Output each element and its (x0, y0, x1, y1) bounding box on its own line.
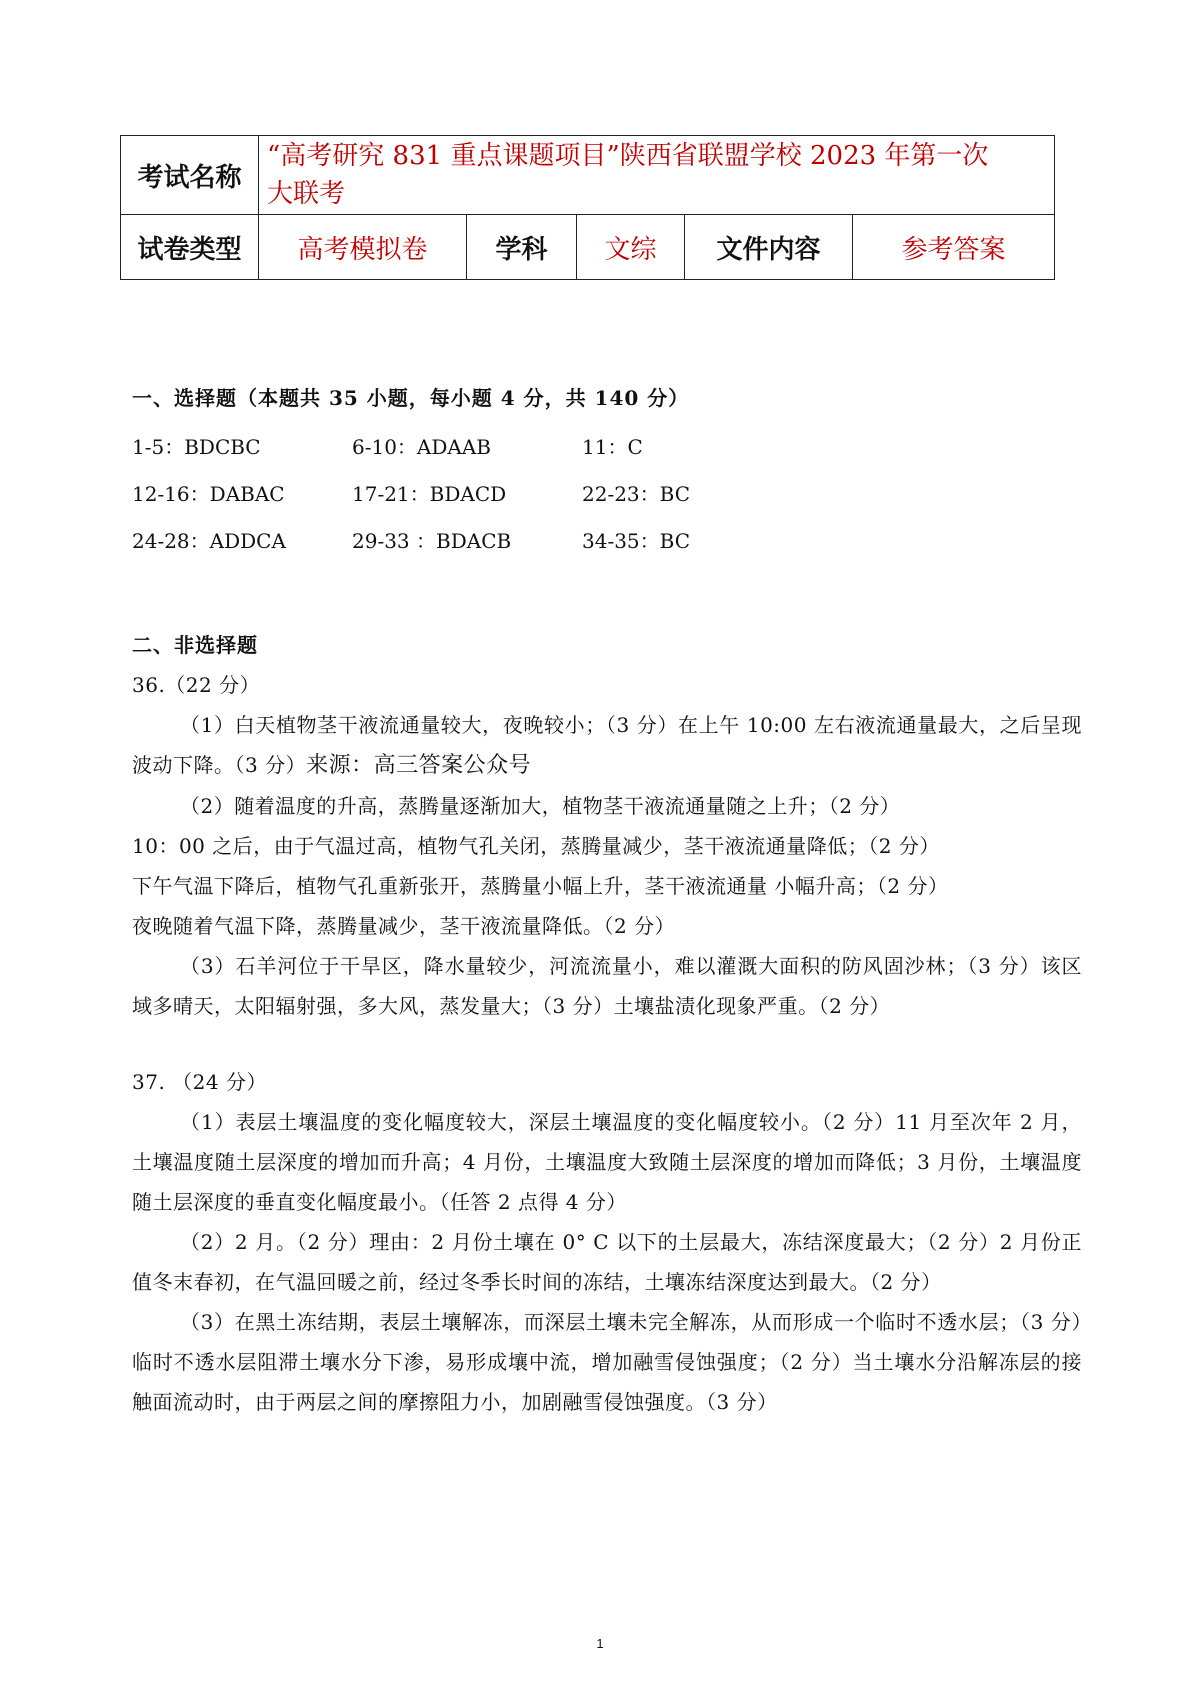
q37-head: 37. （24 分） (132, 1070, 267, 1094)
content-value: 参考答案 (853, 215, 1055, 280)
subject-value: 文综 (577, 215, 685, 280)
q36-part3: （3）石羊河位于干旱区，降水量较少，河流流量小，难以灌溉大面积的防风固沙林；（3 分）该区域多晴天，太阳辐射强，多大风，蒸发量大；（3 分）土壤盐渍化现象严重。（2 分） (132, 954, 1082, 1018)
paper-type-value: 高考模拟卷 (259, 215, 467, 280)
exam-name-value: “高考研究 831 重点课题项目”陕西省联盟学校 2023 年第一次 大联考 (259, 136, 1055, 215)
q36-part2: （2）随着温度的升高，蒸腾量逐渐加大，植物茎干液流通量随之上升；（2 分） (180, 794, 901, 818)
content-label: 文件内容 (685, 215, 853, 280)
section1-title: 一、选择题（本题共 35 小题，每小题 4 分，共 140 分） (132, 386, 690, 410)
q36-head: 36.（22 分） (132, 673, 261, 697)
q36-part1: （1）白天植物茎干液流通量较大，夜晚较小；（3 分）在上午 10:00 左右液流通量最大，之后呈现波动下降。（3 分）来源：高三答案公众号 (132, 713, 1082, 778)
answer-row: 12-16：DABAC 17-21：BDACD 22-23：BC (132, 482, 691, 506)
subject-label: 学科 (467, 215, 577, 280)
q37-part1: （1）表层土壤温度的变化幅度较大，深层土壤温度的变化幅度较小。（2 分）11 月至次年 2 月，土壤温度随土层深度的增加而升高；4 月份，土壤温度大致随土层深度的增加而降低；3 月份，土壤温度随土层深度的垂直变化幅度最小。（任答 2 点得 4 分） (132, 1110, 1082, 1214)
answer-row: 1-5：BDCBC 6-10：ADAAB 11：C (132, 435, 643, 459)
section2-title: 二、非选择题 (132, 633, 258, 657)
q36-part2-line: 10：00 之后，由于气温过高，植物气孔关闭，蒸腾量减少，茎干液流通量降低；（2 分） (132, 834, 940, 858)
answer-row: 24-28：ADDCA 29-33 ：BDACB 34-35：BC (132, 529, 691, 553)
q36-part2-line: 夜晚随着气温下降，蒸腾量减少，茎干液流量降低。（2 分） (132, 914, 676, 938)
exam-info-table (120, 135, 1055, 280)
q37-part3: （3）在黑土冻结期，表层土壤解冻，而深层土壤未完全解冻，从而形成一个临时不透水层；（3 分）临时不透水层阻滞土壤水分下渗，易形成壤中流，增加融雪侵蚀强度；（2 分）当土壤水分沿解冻层的接触面流动时，由于两层之间的摩擦阻力小，加剧融雪侵蚀强度。（3 分） (132, 1310, 1082, 1414)
page-number: 1 (596, 1636, 604, 1651)
paper-type-label: 试卷类型 (121, 215, 259, 280)
q37-part2: （2）2 月。（2 分）理由：2 月份土壤在 0° C 以下的土层最大，冻结深度最大；（2 分）2 月份正值冬末春初，在气温回暖之前，经过冬季长时间的冻结，土壤冻结深度达到最大。（2 分） (132, 1230, 1082, 1294)
answer-body (132, 372, 1082, 1422)
exam-name-label: 考试名称 (121, 136, 259, 215)
q36-part2-line: 下午气温下降后，植物气孔重新张开，蒸腾量小幅上升，茎干液流通量 小幅升高；（2 分） (132, 874, 949, 898)
source-watermark-text: 来源：高三答案公众号 (306, 753, 532, 778)
